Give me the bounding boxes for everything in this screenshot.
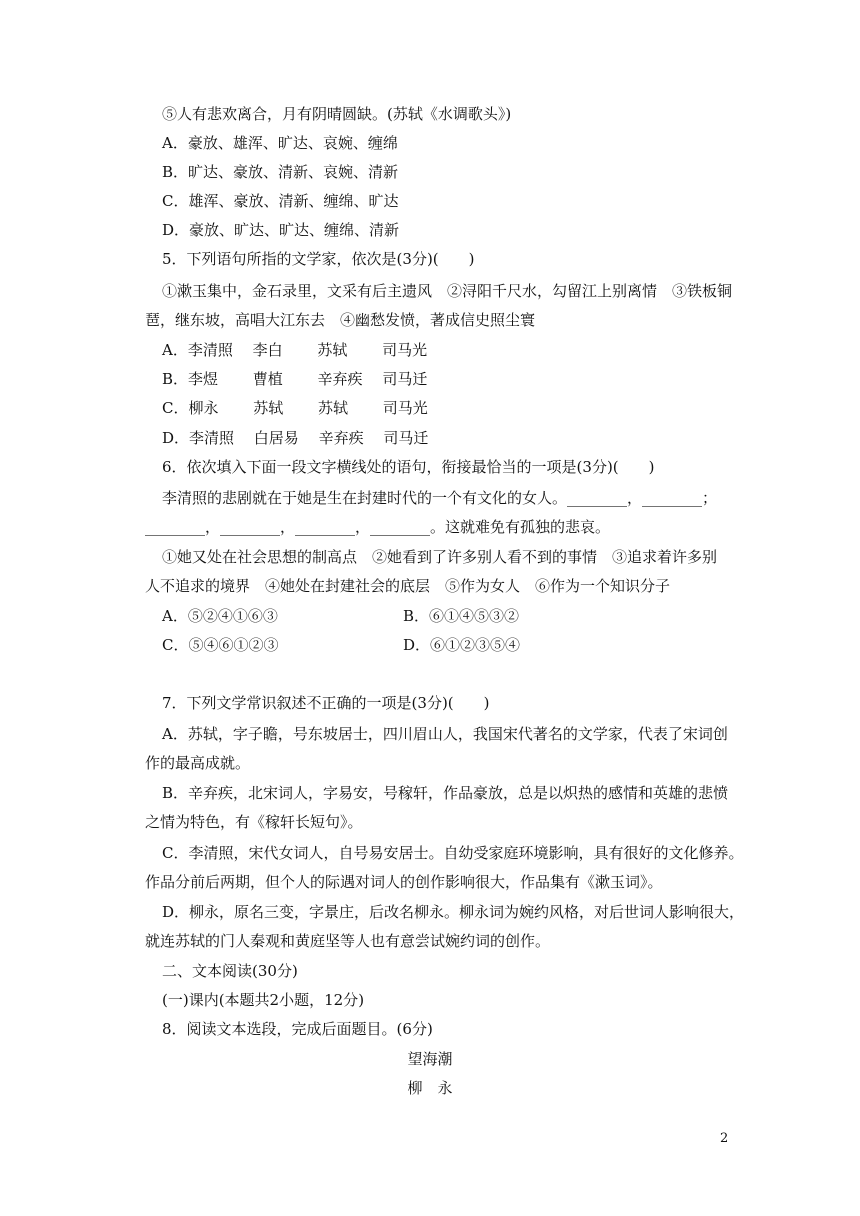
q6-option-b: B．⑥①④⑤③② xyxy=(403,607,520,625)
q6-choices-line1: ①她又处在社会思想的制高点 ②她看到了许多别人看不到的事情 ③追求着许多别 xyxy=(162,548,718,566)
q6-text-line1: 李清照的悲剧就在于她是生在封建时代的一个有文化的女人。________，________； xyxy=(162,489,718,507)
q6-option-a: A．⑤②④①⑥③ xyxy=(162,607,278,625)
q5-option-d: D．李清照 白居易 辛弃疾 司马迁 xyxy=(162,429,429,447)
q7-line-d2: 就连苏轼的门人秦观和黄庭坚等人也有意尝试婉约词的创作。 xyxy=(145,932,551,950)
q6-option-c: C．⑤④⑥①②③ xyxy=(162,636,279,654)
q5-text-line1: ①漱玉集中，金石录里，文采有后主遗风 ②浔阳千尺水，勾留江上别离情 ③铁板铜 xyxy=(162,282,733,300)
q7-line-c1: C．李清照，宋代女词人，自号易安居士。自幼受家庭环境影响，具有很好的文化修养。 xyxy=(162,844,744,862)
q4-option-a: A．豪放、雄浑、旷达、哀婉、缠绵 xyxy=(162,134,398,152)
q8-stem: 8．阅读文本选段，完成后面题目。(6分) xyxy=(162,1020,433,1038)
q5-stem: 5．下列语句所指的文学家，依次是(3分)( ) xyxy=(162,250,475,268)
q5-option-a: A．李清照 李白 苏轼 司马光 xyxy=(162,341,428,359)
q7-line-b1: B．辛弃疾，北宋词人，字易安，号稼轩，作品豪放，总是以炽热的感情和英雄的悲愤 xyxy=(162,784,729,802)
q7-line-d1: D．柳永，原名三变，字景庄，后改名柳永。柳永词为婉约风格，对后世词人影响很大， xyxy=(162,903,745,921)
q5-option-b: B．李煜 曹植 辛弃疾 司马迁 xyxy=(162,370,428,388)
q6-option-d: D．⑥①②③⑤④ xyxy=(403,636,521,654)
poem-author: 柳 永 xyxy=(407,1079,453,1097)
q7-line-a2: 作的最高成就。 xyxy=(145,754,251,772)
q5-option-c: C．柳永 苏轼 苏轼 司马光 xyxy=(162,399,428,417)
section2-subtitle: (一)课内(本题共2小题，12分) xyxy=(162,991,365,1009)
q6-choices-line2: 人不追求的境界 ④她处在封建社会的底层 ⑤作为女人 ⑥作为一个知识分子 xyxy=(145,577,671,595)
q7-line-b2: 之情为特色，有《稼轩长短句》。 xyxy=(145,813,363,831)
q6-stem: 6．依次填入下面一段文字横线处的语句，衔接最恰当的一项是(3分)( ) xyxy=(162,458,655,476)
q7-line-a1: A．苏轼，字子瞻，号东坡居士，四川眉山人，我国宋代著名的文学家，代表了宋词创 xyxy=(162,725,728,743)
q6-text-line2: ________，________，________，________。这就难免有孤独的悲哀。 xyxy=(145,518,611,536)
q5-text-line2: 琶，继东坡，高唱大江东去 ④幽愁发愤，著成信史照尘寰 xyxy=(145,311,536,329)
q7-stem: 7．下列文学常识叙述不正确的一项是(3分)( ) xyxy=(162,694,490,712)
section2-title: 二、文本阅读(30分) xyxy=(162,962,298,980)
page-number: 2 xyxy=(720,1131,729,1146)
poem-title: 望海潮 xyxy=(407,1050,453,1068)
q4-option-d: D．豪放、旷达、旷达、缠绵、清新 xyxy=(162,221,400,239)
q4-option-b: B．旷达、豪放、清新、哀婉、清新 xyxy=(162,163,399,181)
q7-line-c2: 作品分前后两期，但个人的际遇对词人的创作影响很大，作品集有《漱玉词》。 xyxy=(145,873,663,891)
q4-option-c: C．雄浑、豪放、清新、缠绵、旷达 xyxy=(162,192,399,210)
q4-line5: ⑤人有悲欢离合，月有阴晴圆缺。(苏轼《水调歌头》) xyxy=(162,105,512,123)
